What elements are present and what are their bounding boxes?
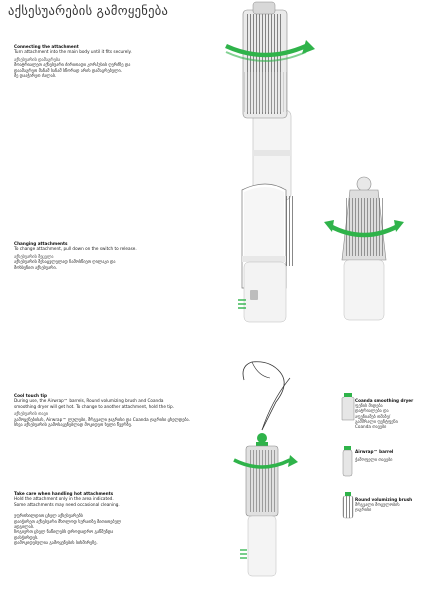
connecting-body-ka-2: დაამაგრეთ მანამ სანამ სწორად არის დამაგრებული. <box>14 67 122 73</box>
coanda-line-1: ფენის მიდება <box>355 403 383 409</box>
hot-body-en-1: Hold the attachment only in the area indicated. <box>14 496 114 502</box>
cool-tip-heading: Cool touch tip <box>14 393 47 398</box>
round-brush-title: Round volumizing brush <box>355 497 413 502</box>
hot-body-ka-6: დამოკიდებულია გამოყენების სიხშირეზე. <box>14 540 98 546</box>
connecting-body-en: Turn attachment into the main body until it fits securely. <box>14 49 132 55</box>
changing-body-ka-2: მოხსენით აქსესუარი. <box>14 264 57 270</box>
coanda-line-2: დატრიალება და <box>355 408 389 414</box>
connecting-heading-ka: აქსესუარის დამაგრება <box>14 56 61 62</box>
barrel-title: Airwrap™ barrel <box>355 449 394 454</box>
connecting-heading: Connecting the attachment <box>14 44 79 49</box>
cool-tip-body-ka-1: გამოყენებისას, Airwrap™ ლულები, მრგვალი ჯაგრისი და Coanda ჯაგრისი ცხელდება. <box>14 416 190 422</box>
hot-body-ka-2: დაიჭირეთ აქსესუარი მხოლოდ სურათზე მითითებულ <box>14 518 122 524</box>
changing-heading: Changing attachments <box>14 241 68 246</box>
hot-body-ka-4: ზოგიერთ ცხელ ნაწილებს დროდადრო გაწმენდა <box>14 529 114 535</box>
round-brush-line-1: მრგვალი მოცულობის <box>355 502 400 508</box>
coanda-line-5: Coanda თავები <box>355 424 387 430</box>
cool-tip-heading-ka: აქსესუარის თავი <box>14 411 48 417</box>
changing-body-ka-1: აქსესუარის შესაცვლელად ჩამოსწიეთ ღილაკი და <box>14 259 116 265</box>
cool-tip-body-ka-2: სხვა აქსესუარის გამოსაყენებლად მოკიდეთ ხელი წვერზე. <box>14 422 133 428</box>
hot-body-ka-5: დასჭირდეს. <box>14 534 39 540</box>
barrel-line-1: ჭამოფელი თავები <box>355 457 393 463</box>
hot-body-ka-1: უფრთხილდით ცხელ აქსესუარებს <box>14 513 83 519</box>
page-title: აქსესუარების გამოყენება <box>8 3 169 18</box>
cool-tip-body-en-2: smoothing dryer will get hot. To change to another attachment, hold the tip. <box>14 403 175 409</box>
connecting-body-ka-3: მე დააჭირეთ ძალას. <box>14 73 57 79</box>
round-brush-line-2: ჯაგრისი <box>355 507 372 513</box>
hot-heading: Take care when handling hot attachments <box>14 491 114 496</box>
coanda-title: Coanda smoothing dryer <box>355 398 414 403</box>
cool-tip-body-en-1: During use, the Airwrap™ barrels, Round volumizing brush and Coanda <box>14 398 164 404</box>
changing-heading-ka: აქსესუარის შეცვლა <box>14 253 54 259</box>
hot-body-en-2: Some attachments may need occasional cleaning. <box>14 501 120 507</box>
connecting-body-ka-1: მოატრიალეთ აქსესუარი ძირითადი კორპუსის ღერძზე და <box>14 62 131 68</box>
coanda-line-3: აფენიამებ თმაზე/ <box>355 413 391 419</box>
coanda-line-4: გამშრალი ფენტფენი <box>355 418 398 424</box>
hot-body-ka-3: ადგილას. <box>14 524 35 530</box>
changing-body-en: To change attachment, pull down on the switch to release. <box>14 246 137 252</box>
